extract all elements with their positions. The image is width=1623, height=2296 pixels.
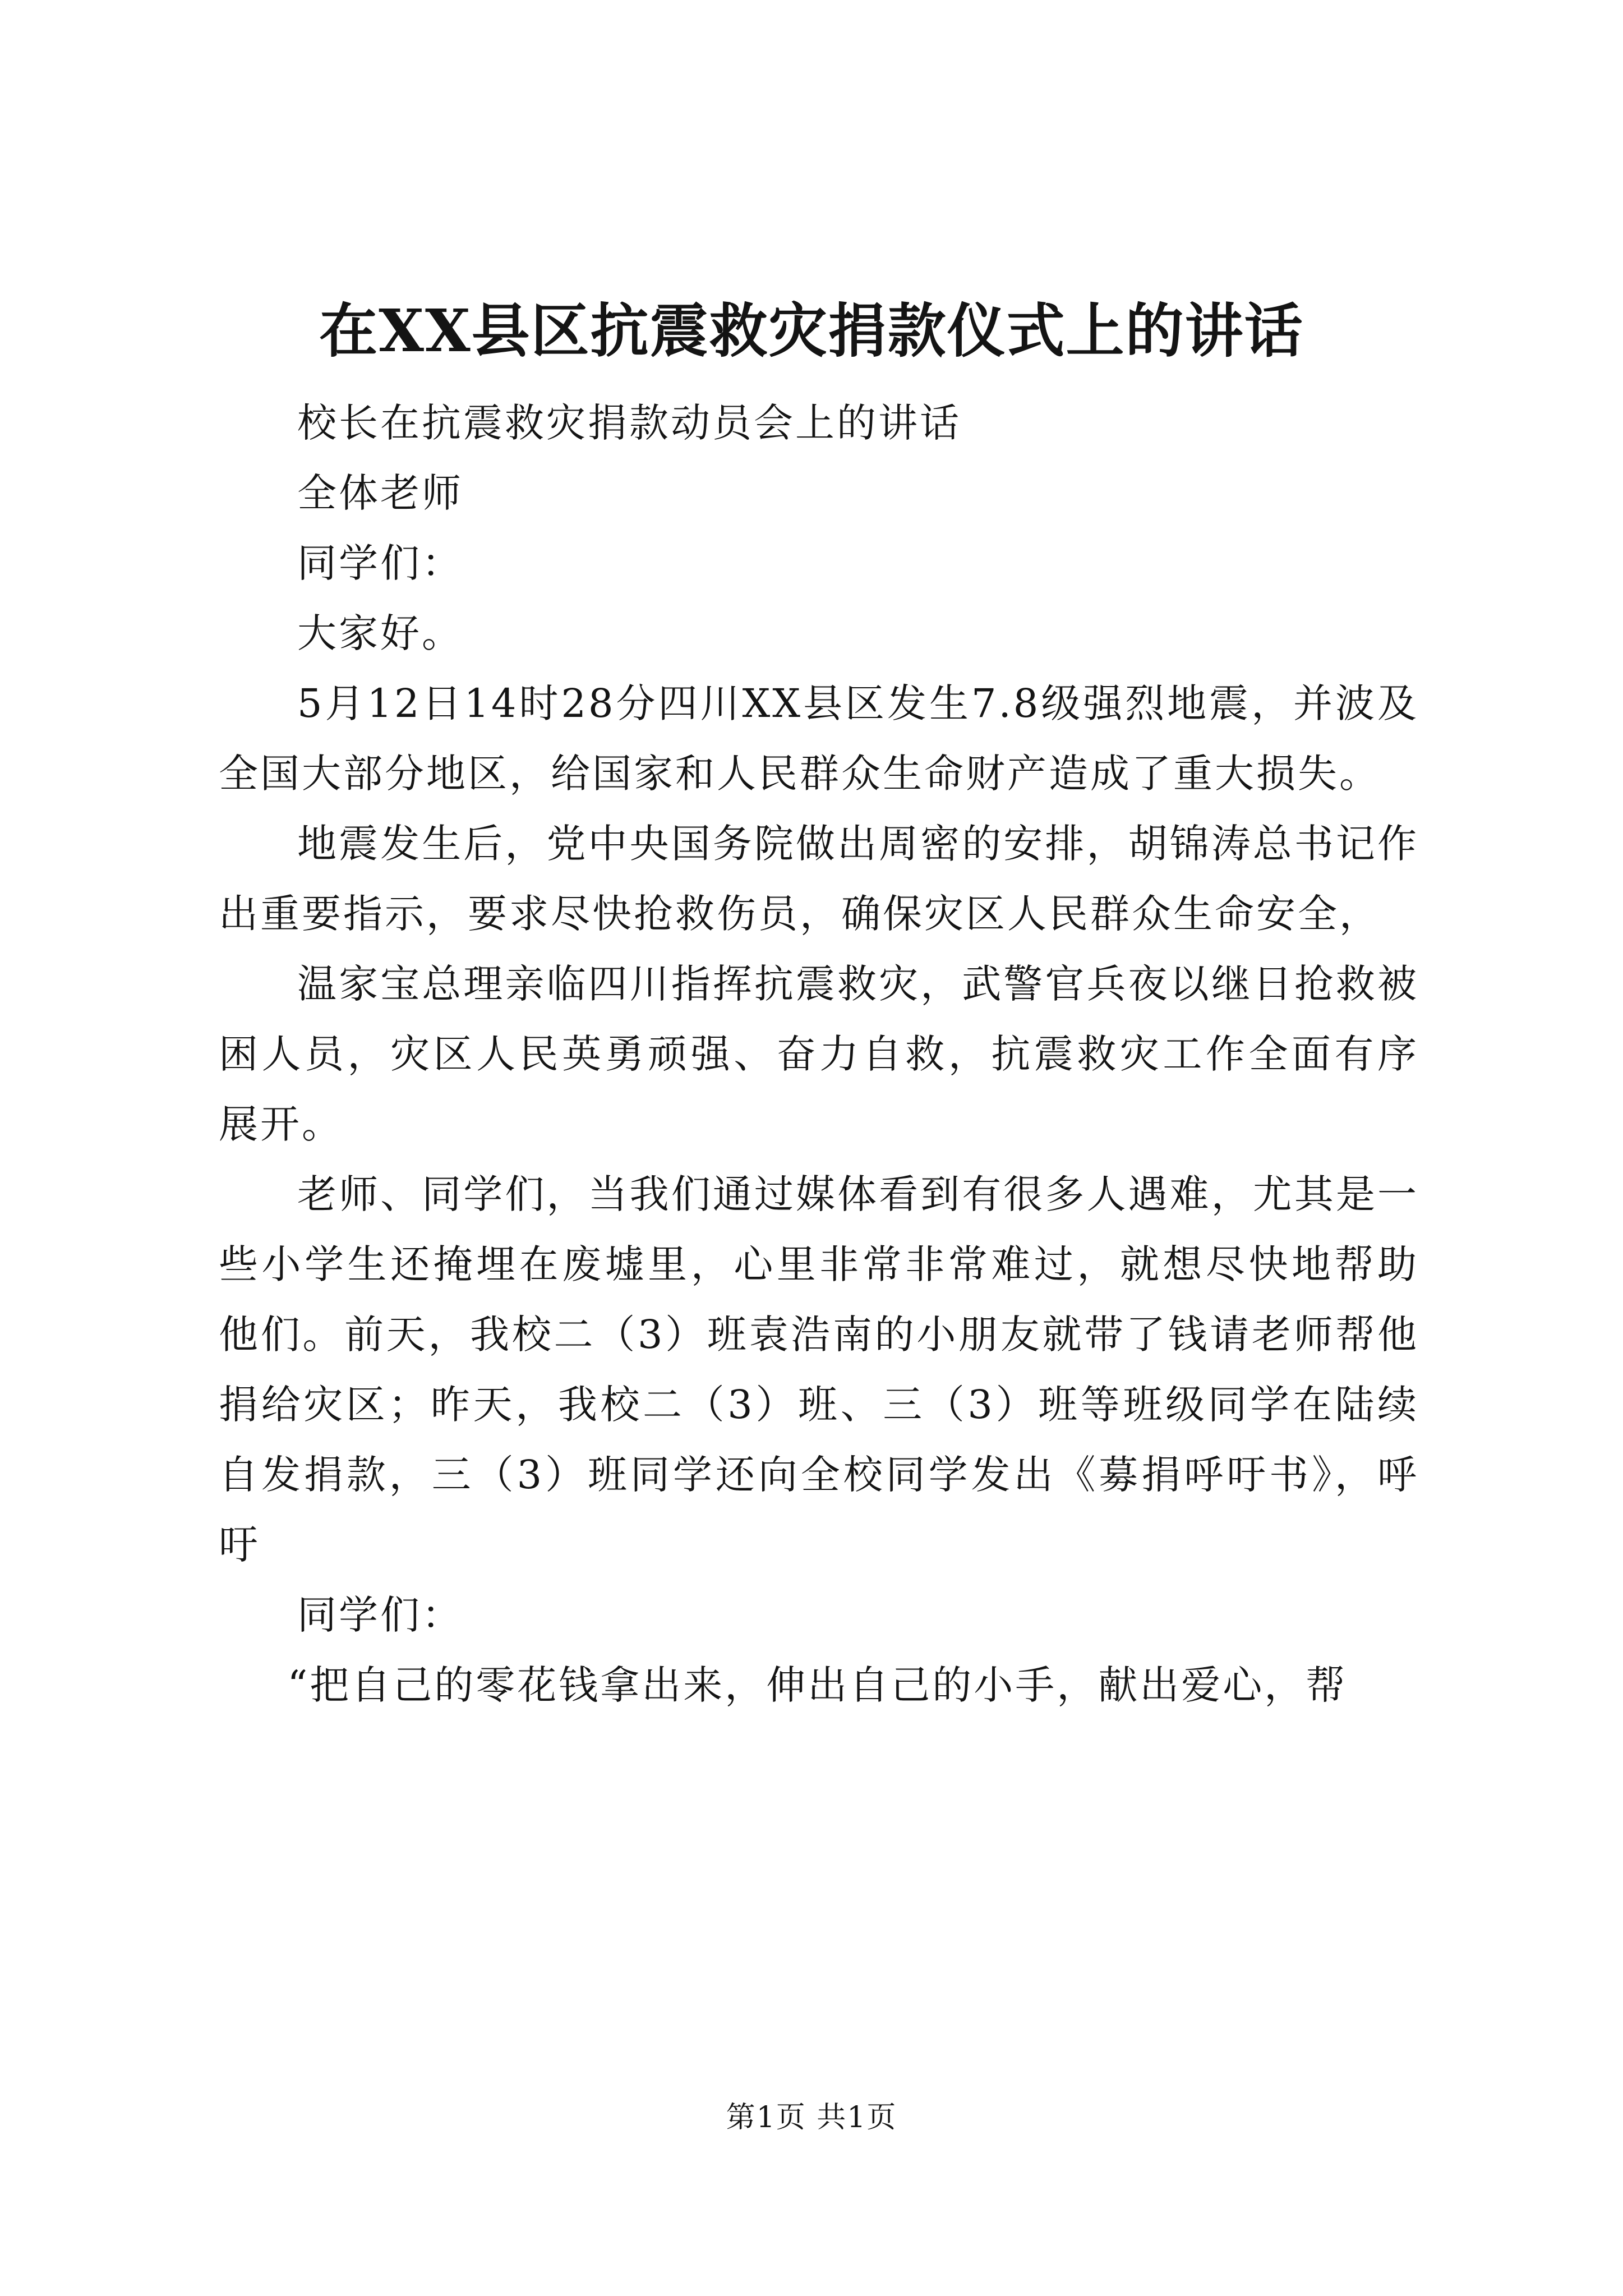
greeting-paragraph: 大家好。 (297, 610, 463, 656)
body-paragraph: 5月12日14时28分四川XX县区发生7.8级强烈地震，并波及全国大部分地区，给国家和人民群众生命财产造成了重大损失。 (219, 680, 1419, 797)
body-paragraph: 老师、同学们，当我们通过媒体看到有很多人遇难，尤其是一些小学生还掩埋在废墟里，心里非常非常难过，就想尽快地帮助他们。前天，我校二（3）班袁浩南的小朋友就带了钱请老师帮他捐给灾区；昨天，我校二（3）班、三（3）班等班级同学在陆续自发捐款，三（3）班同学还向全校同学发出《募捐呼吁书》，呼吁 (219, 1171, 1419, 1568)
salutation-students: 同学们： (297, 1592, 463, 1638)
document-title: 在XX县区抗震救灾捐款仪式上的讲话 (319, 296, 1304, 365)
page-footer: 第1页 共1页 (726, 2101, 897, 2134)
quote-paragraph: “把自己的零花钱拿出来，伸出自己的小手，献出爱心，帮 (287, 1662, 1348, 1708)
subtitle-paragraph: 校长在抗震救灾捐款动员会上的讲话 (297, 400, 961, 446)
document-body (219, 388, 1419, 1720)
body-paragraph: 温家宝总理亲临四川指挥抗震救灾，武警官兵夜以继日抢救被困人员，灾区人民英勇顽强、奋力自救，抗震救灾工作全面有序展开。 (219, 961, 1419, 1147)
salutation-teachers: 全体老师 (297, 470, 463, 516)
body-paragraph: 地震发生后，党中央国务院做出周密的安排，胡锦涛总书记作出重要指示，要求尽快抢救伤员，确保灾区人民群众生命安全， (219, 821, 1419, 937)
salutation-students: 同学们： (297, 540, 463, 586)
